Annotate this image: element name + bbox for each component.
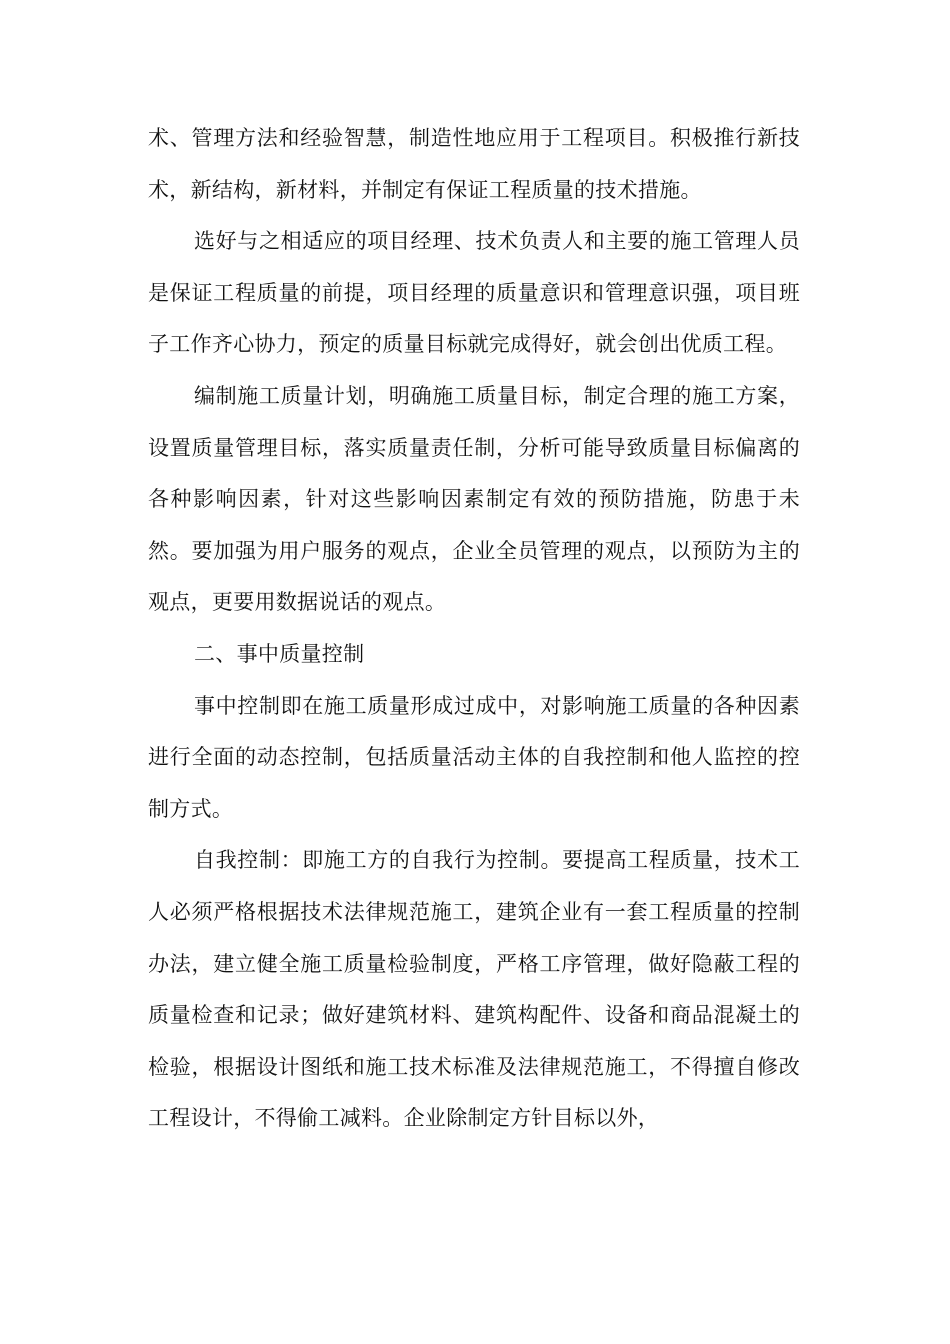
section-heading: 二、事中质量控制 [194, 641, 365, 666]
paragraph-in-process-control: 事中控制即在施工质量形成过成中，对影响施工质量的各种因素进行全面的动态控制，包括质量活动主体的自我控制和他人监控的控制方式。 [148, 693, 800, 821]
paragraph-self-control: 自我控制：即施工方的自我行为控制。要提高工程质量，技术工人必须严格根据技术法律规范施工，建筑企业有一套工程质量的控制办法，建立健全施工质量检验制度，严格工序管理，做好隐蔽工程的质量检查和记录；做好建筑材料、建筑构配件、设备和商品混凝土的检验，根据设计图纸和施工技术标准及法律规范施工，不得擅自修改工程设计，不得偷工减料。企业除制定方针目标以外， [148, 848, 800, 1131]
paragraph-quality-plan: 编制施工质量计划，明确施工质量目标，制定合理的施工方案，设置质量管理目标，落实质量责任制，分析可能导致质量目标偏离的各种影响因素，针对这些影响因素制定有效的预防措施，防患于未然。要加强为用户服务的观点，企业全员管理的观点，以预防为主的观点，更要用数据说话的观点。 [148, 383, 800, 615]
paragraph-project-manager: 选好与之相适应的项目经理、技术负责人和主要的施工管理人员是保证工程质量的前提，项目经理的质量意识和管理意识强，项目班子工作齐心协力，预定的质量目标就完成得好，就会创出优质工程。 [148, 229, 800, 357]
document-page [148, 113, 800, 1145]
paragraph-continuation: 术、管理方法和经验智慧，制造性地应用于工程项目。积极推行新技术，新结构，新材料，并制定有保证工程质量的技术措施。 [148, 126, 800, 202]
